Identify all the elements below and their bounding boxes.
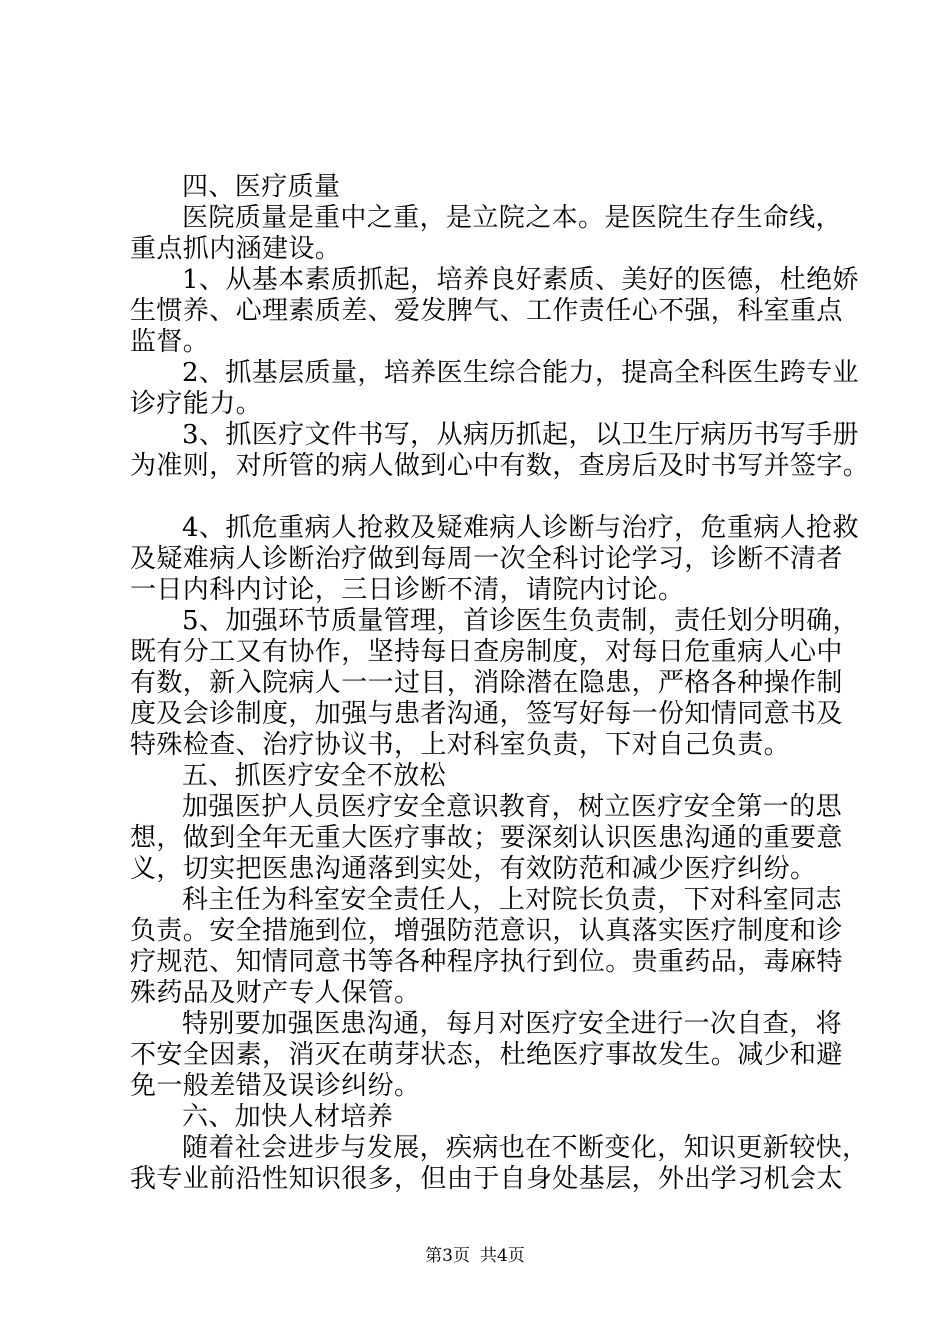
text-line: 负责。安全措施到位，增强防范意识，认真落实医疗制度和诊	[130, 916, 843, 946]
text-line: 重点抓内涵建设。	[130, 234, 342, 264]
text-line: 监督。	[130, 327, 210, 357]
page-total: 共4页	[480, 1246, 525, 1266]
text-line: 免一般差错及误诊纠纷。	[130, 1071, 421, 1101]
text-line: 及疑难病人诊断治疗做到每周一次全科讨论学习，诊断不清者	[130, 544, 843, 574]
text-line: 五、抓医疗安全不放松	[182, 761, 447, 791]
text-line: 既有分工又有协作，坚持每日查房制度，对每日危重病人心中	[130, 637, 843, 667]
text-line: 2、抓基层质量，培养医生综合能力，提高全科医生跨专业	[182, 358, 859, 388]
text-line: 六、加快人材培养	[182, 1102, 394, 1132]
text-line: 4、抓危重病人抢救及疑难病人诊断与治疗，危重病人抢救	[182, 513, 859, 543]
text-line: 度及会诊制度，加强与患者沟通，签写好每一份知情同意书及	[130, 699, 843, 729]
text-line: 生惯养、心理素质差、爱发脾气、工作责任心不强，科室重点	[130, 296, 843, 326]
text-line: 3、抓医疗文件书写，从病历抓起，以卫生厅病历书写手册	[182, 420, 859, 450]
text-line: 殊药品及财产专人保管。	[130, 978, 421, 1008]
text-line: 科主任为科室安全责任人，上对院长负责，下对科室同志	[182, 885, 843, 915]
text-line: 1、从基本素质抓起，培养良好素质、美好的医德，杜绝娇	[182, 265, 859, 295]
page-number: 第3页	[425, 1246, 470, 1266]
text-line: 5、加强环节质量管理，首诊医生负责制，责任划分明确，	[182, 606, 859, 636]
text-line: 不安全因素，消灭在萌芽状态，杜绝医疗事故发生。减少和避	[130, 1040, 843, 1070]
text-line: 想，做到全年无重大医疗事故；要深刻认识医患沟通的重要意	[130, 823, 843, 853]
page-footer	[0, 1245, 950, 1267]
document-body	[130, 172, 870, 1195]
text-line: 四、医疗质量	[182, 172, 341, 202]
text-line: 诊疗能力。	[130, 389, 263, 419]
text-line: 我专业前沿性知识很多，但由于自身处基层，外出学习机会太	[130, 1164, 843, 1194]
text-line: 疗规范、知情同意书等各种程序执行到位。贵重药品，毒麻特	[130, 947, 843, 977]
text-line: 义，切实把医患沟通落到实处，有效防范和减少医疗纠纷。	[130, 854, 817, 884]
text-line: 随着社会进步与发展，疾病也在不断变化，知识更新较快，	[182, 1133, 869, 1163]
text-line: 一日内科内讨论，三日诊断不清，请院内讨论。	[130, 575, 685, 605]
text-line: 特别要加强医患沟通，每月对医疗安全进行一次自查，将	[182, 1009, 843, 1039]
text-line: 加强医护人员医疗安全意识教育，树立医疗安全第一的思	[182, 792, 843, 822]
text-line: 医院质量是重中之重，是立院之本。是医院生存生命线，	[182, 203, 843, 233]
blank-line	[130, 482, 830, 513]
text-line: 特殊检查、治疗协议书，上对科室负责，下对自己负责。	[130, 730, 791, 760]
text-line: 为准则，对所管的病人做到心中有数，查房后及时书写并签字。	[130, 451, 870, 481]
text-line: 有数，新入院病人一一过目，消除潜在隐患，严格各种操作制	[130, 668, 843, 698]
